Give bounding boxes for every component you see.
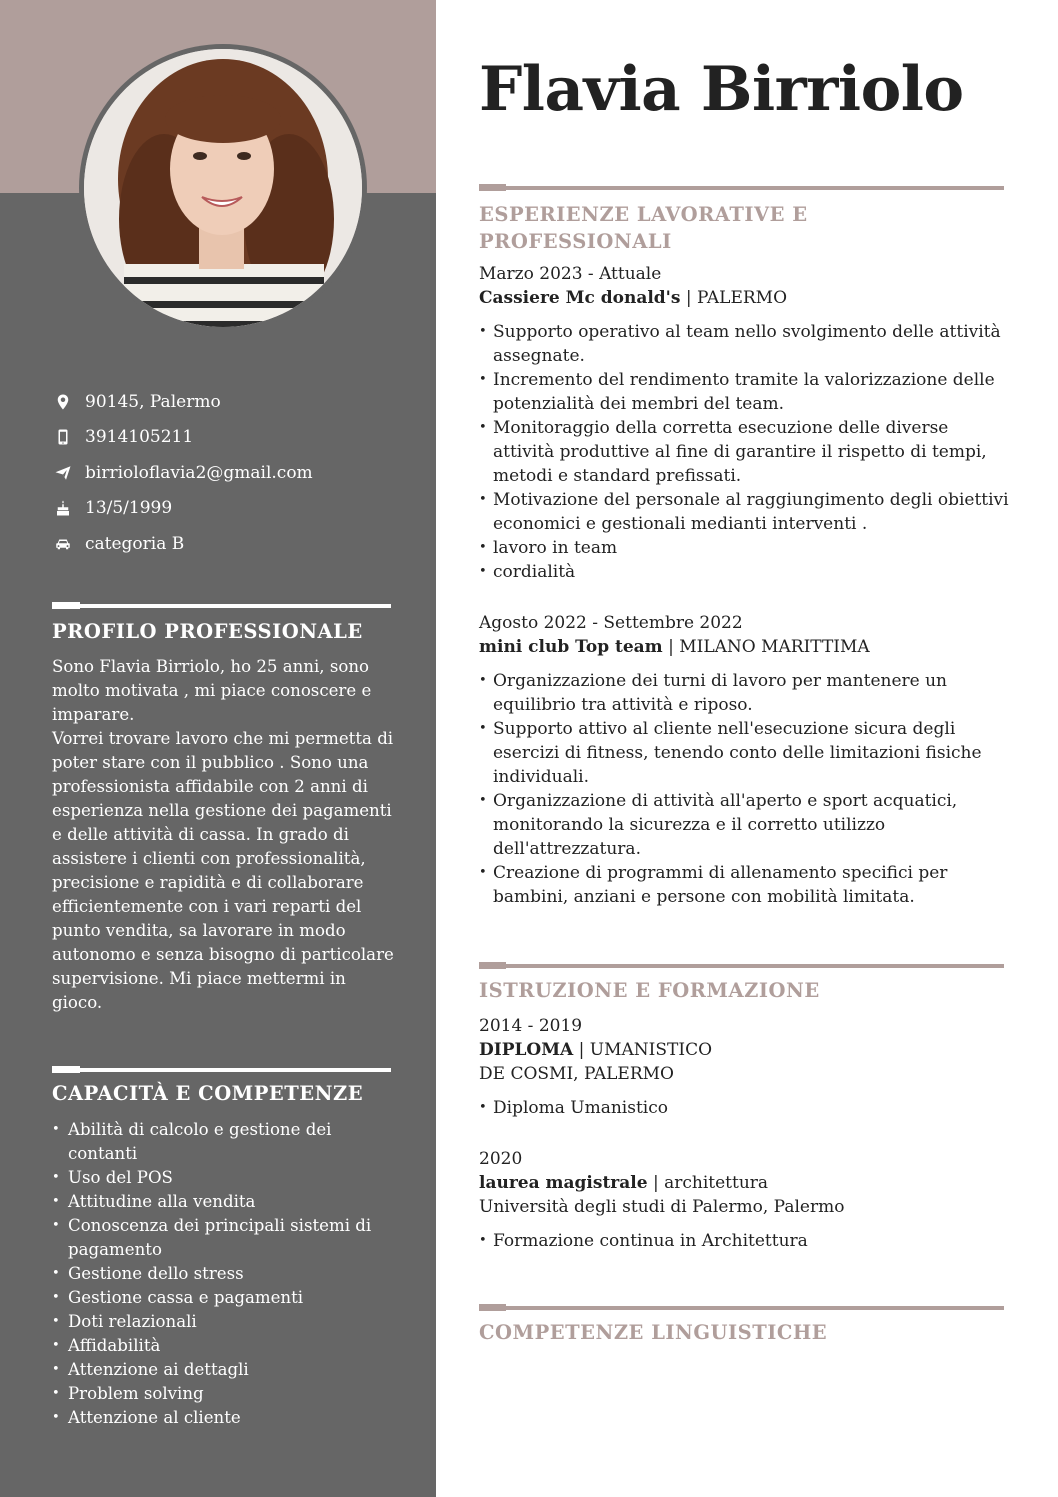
send-icon bbox=[52, 462, 74, 484]
job-bullet: • lavoro in team bbox=[479, 536, 1009, 560]
skill-item: • Problem solving bbox=[52, 1382, 397, 1406]
languages-title: COMPETENZE LINGUISTICHE bbox=[479, 1321, 828, 1344]
skill-item: • Doti relazionali bbox=[52, 1310, 397, 1334]
education-bullets bbox=[479, 1229, 1009, 1253]
education-degree: laurea magistrale bbox=[479, 1173, 648, 1193]
education-divider bbox=[479, 964, 1004, 968]
job-bullet: • Organizzazione di attività all'aperto e sport acquatici, monitorando la sicurezza e il corretto utilizzo dell'attrezzatura. bbox=[479, 789, 1009, 861]
languages-divider bbox=[479, 1306, 1004, 1310]
skills-divider bbox=[52, 1068, 391, 1072]
education-bullets bbox=[479, 1096, 1009, 1120]
job-entry bbox=[479, 262, 1009, 584]
car-icon bbox=[52, 533, 74, 555]
education-bullet: • Formazione continua in Architettura bbox=[479, 1229, 1009, 1253]
contact-list bbox=[52, 384, 412, 562]
job-bullet: • Creazione di programmi di allenamento specifici per bambini, anziani e persone con mobilità limitata. bbox=[479, 861, 1009, 909]
skill-item: • Attenzione ai dettagli bbox=[52, 1358, 397, 1382]
education-bullet: • Diploma Umanistico bbox=[479, 1096, 1009, 1120]
education-title: ISTRUZIONE E FORMAZIONE bbox=[479, 979, 820, 1002]
education-school: Università degli studi di Palermo, Palermo bbox=[479, 1197, 845, 1217]
skill-item: • Gestione dello stress bbox=[52, 1262, 397, 1286]
education-school: DE COSMI, PALERMO bbox=[479, 1064, 674, 1084]
education-degree-line bbox=[479, 1171, 1009, 1195]
candidate-name: Flavia Birriolo bbox=[479, 54, 964, 125]
skill-item: • Abilità di calcolo e gestione dei contanti bbox=[52, 1118, 397, 1166]
job-role-line bbox=[479, 286, 1009, 310]
job-bullets bbox=[479, 669, 1009, 909]
job-bullet: • Incremento del rendimento tramite la valorizzazione delle potenzialità dei membri del team. bbox=[479, 368, 1009, 416]
job-bullet: • Supporto operativo al team nello svolgimento delle attività assegnate. bbox=[479, 320, 1009, 368]
job-entry bbox=[479, 611, 1009, 909]
contact-phone-text: 3914105211 bbox=[85, 427, 194, 448]
education-field: | architettura bbox=[647, 1173, 769, 1193]
education-entry bbox=[479, 1014, 1009, 1120]
job-place: | PALERMO bbox=[680, 288, 788, 308]
education-field: | UMANISTICO bbox=[573, 1040, 713, 1060]
job-bullet: • Organizzazione dei turni di lavoro per mantenere un equilibrio tra attività e riposo. bbox=[479, 669, 1009, 717]
skills-title: CAPACITÀ E COMPETENZE bbox=[52, 1082, 364, 1105]
skills-list bbox=[52, 1118, 397, 1430]
contact-phone bbox=[52, 420, 412, 456]
education-degree: DIPLOMA bbox=[479, 1040, 574, 1060]
contact-address bbox=[52, 384, 412, 420]
profile-photo bbox=[79, 44, 367, 332]
profile-photo-image bbox=[84, 49, 362, 327]
job-place: | MILANO MARITTIMA bbox=[662, 637, 870, 657]
contact-license-text: categoria B bbox=[85, 533, 185, 554]
birthday-cake-icon bbox=[52, 497, 74, 519]
experience-title: ESPERIENZE LAVORATIVE E PROFESSIONALI bbox=[479, 203, 808, 253]
contact-address-text: 90145, Palermo bbox=[85, 391, 221, 412]
education-entry bbox=[479, 1147, 1009, 1253]
job-role-line bbox=[479, 635, 1009, 659]
job-bullet: • Monitoraggio della corretta esecuzione delle diverse attività produttive al fine di garantire il rispetto di tempi, metodi e standard prefissati. bbox=[479, 416, 1009, 488]
education-date: 2020 bbox=[479, 1149, 523, 1169]
skill-item: • Uso del POS bbox=[52, 1166, 397, 1190]
profile-paragraph-2: Vorrei trovare lavoro che mi permetta di poter stare con il pubblico . Sono una professionista affidabile con 2 anni di esperienza nella gestione dei pagamenti e delle attività di cassa. In grado di assistere i clienti con professionalità, precisione e rapidità e di collaborare efficientemente con i vari reparti del punto vendita, sa lavorare in modo autonomo e senza bisogno di particolare supervisione. Mi piace mettermi in gioco. bbox=[52, 729, 394, 1012]
profile-text bbox=[52, 655, 397, 1015]
contact-birthdate-text: 13/5/1999 bbox=[85, 498, 173, 519]
job-date: Agosto 2022 - Settembre 2022 bbox=[479, 613, 743, 633]
skill-item: • Conoscenza dei principali sistemi di pagamento bbox=[52, 1214, 397, 1262]
job-bullet: • Motivazione del personale al raggiungimento degli obiettivi economici e gestionali medianti interventi . bbox=[479, 488, 1009, 536]
job-role: Cassiere Mc donald's bbox=[479, 288, 681, 308]
skill-item: • Gestione cassa e pagamenti bbox=[52, 1286, 397, 1310]
job-bullets bbox=[479, 320, 1009, 584]
experience-divider bbox=[479, 186, 1004, 190]
education-date: 2014 - 2019 bbox=[479, 1016, 583, 1036]
contact-email-text: birrioloflavia2@gmail.com bbox=[85, 462, 313, 483]
job-bullet: • cordialità bbox=[479, 560, 1009, 584]
contact-birthdate bbox=[52, 491, 412, 527]
profile-title: PROFILO PROFESSIONALE bbox=[52, 620, 363, 643]
profile-paragraph-1: Sono Flavia Birriolo, ho 25 anni, sono molto motivata , mi piace conoscere e imparare. bbox=[52, 657, 372, 724]
skill-item: • Attitudine alla vendita bbox=[52, 1190, 397, 1214]
job-bullet: • Supporto attivo al cliente nell'esecuzione sicura degli esercizi di fitness, tenendo conto delle limitazioni fisiche individuali. bbox=[479, 717, 1009, 789]
job-date: Marzo 2023 - Attuale bbox=[479, 264, 662, 284]
contact-license bbox=[52, 526, 412, 562]
location-pin-icon bbox=[52, 391, 74, 413]
phone-icon bbox=[52, 426, 74, 448]
skill-item: • Attenzione al cliente bbox=[52, 1406, 397, 1430]
education-degree-line bbox=[479, 1038, 1009, 1062]
profile-divider bbox=[52, 604, 391, 608]
skill-item: • Affidabilità bbox=[52, 1334, 397, 1358]
contact-email bbox=[52, 455, 412, 491]
job-role: mini club Top team bbox=[479, 637, 663, 657]
